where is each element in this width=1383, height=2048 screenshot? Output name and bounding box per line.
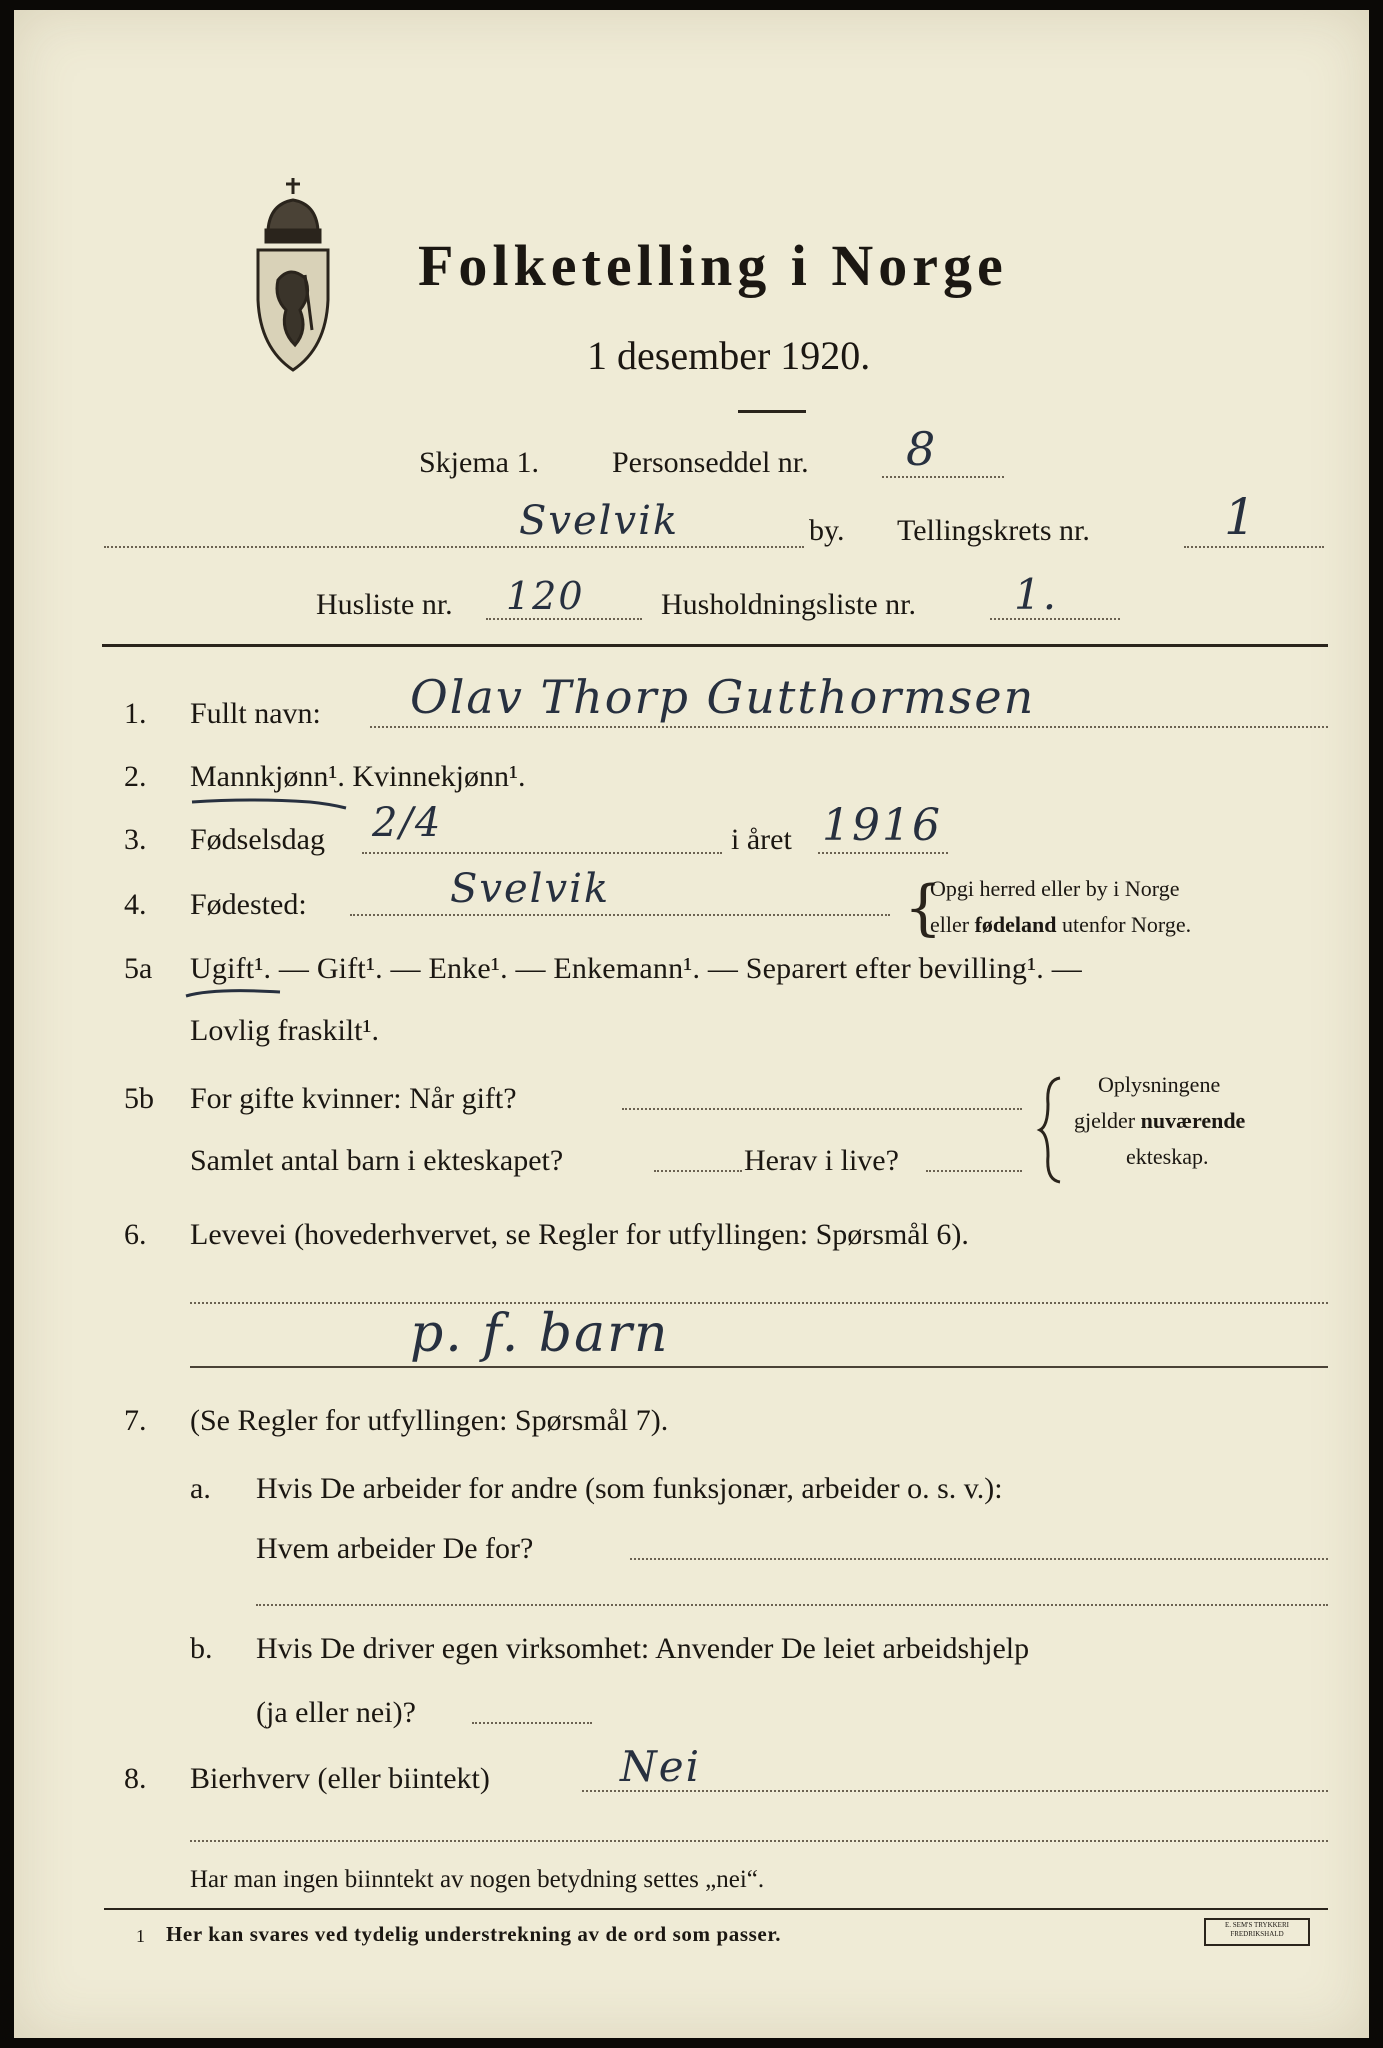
q3-label: Fødselsdag <box>190 823 325 856</box>
personseddel-line <box>882 476 1004 478</box>
q4-note-line2-post: utenfor Norge. <box>1056 912 1192 937</box>
q5b-note-brace <box>1036 1074 1066 1186</box>
q5b-note-line1: Oplysningene <box>1098 1072 1221 1097</box>
form-title: Folketelling i Norge <box>418 233 1008 298</box>
skjema-label: Skjema 1. <box>419 446 539 479</box>
personseddel-label: Personseddel nr. <box>612 446 809 479</box>
q2-mannkjonn-underline <box>190 796 350 810</box>
q5a-ugift-underline <box>184 986 284 1000</box>
q7b-letter: b. <box>190 1632 213 1665</box>
q6-line2 <box>190 1366 1328 1368</box>
husliste-label: Husliste nr. <box>316 588 453 621</box>
q7a-line1: Hvis De arbeider for andre (som funksjonær, arbeider o. s. v.): <box>256 1472 1003 1505</box>
q5b-married-line <box>622 1108 1022 1110</box>
q5b-note-line2-pre: gjelder <box>1074 1108 1141 1133</box>
q8-label: Bierhverv (eller biintekt) <box>190 1762 490 1795</box>
q5b-children-line <box>654 1170 742 1172</box>
by-line <box>104 546 804 548</box>
q4-note-brace: { <box>904 873 943 943</box>
q5a-number: 5a <box>124 952 153 985</box>
by-label: by. <box>809 514 845 547</box>
q7a-employer-line <box>630 1558 1328 1560</box>
q8-number: 8. <box>124 1762 147 1795</box>
husliste-value[interactable]: 120 <box>506 574 585 618</box>
q7-number: 7. <box>124 1404 147 1437</box>
q5a-line2: Lovlig fraskilt¹. <box>190 1014 379 1047</box>
q4-number: 4. <box>124 888 147 921</box>
husliste-line <box>486 618 642 620</box>
tellingskrets-label: Tellingskrets nr. <box>897 514 1090 547</box>
footnote-number: 1 <box>136 1926 145 1946</box>
section-rule <box>102 644 1328 647</box>
q2-label: Mannkjønn¹. Kvinnekjønn¹. <box>190 760 526 793</box>
q7a-extra-line <box>256 1604 1328 1606</box>
q4-note-line2-pre: eller <box>930 912 975 937</box>
q1-line <box>370 726 1328 728</box>
q4-line <box>350 914 890 916</box>
footer-rule <box>104 1908 1328 1910</box>
by-value[interactable]: Svelvik <box>519 498 680 544</box>
footnote-text: Her kan svares ved tydelig understrekning av de ord som passer. <box>166 1922 782 1946</box>
census-form <box>14 10 1369 2038</box>
q5b-line2-alive: Herav i live? <box>744 1144 899 1177</box>
q6-line1 <box>190 1302 1328 1304</box>
q5b-note-line2-bold: nuværende <box>1140 1108 1246 1133</box>
q4-note-line2-bold: fødeland <box>974 912 1057 937</box>
q1-number: 1. <box>124 697 147 730</box>
husholdning-label: Husholdningsliste nr. <box>661 588 917 621</box>
q5b-note-line3: ekteskap. <box>1126 1144 1209 1169</box>
q7a-letter: a. <box>190 1472 211 1505</box>
q6-number: 6. <box>124 1218 147 1251</box>
tellingskrets-line <box>1184 546 1324 548</box>
q7b-answer-line <box>472 1722 592 1724</box>
coat-of-arms-emblem <box>250 170 336 382</box>
q7a-line2: Hvem arbeider De for? <box>256 1532 534 1565</box>
form-date: 1 desember 1920. <box>587 333 871 378</box>
q3-number: 3. <box>124 823 147 856</box>
q1-fullname-value[interactable]: Olav Thorp Gutthormsen <box>410 670 1036 724</box>
q3-year-line <box>818 852 948 854</box>
q5b-alive-line <box>926 1170 1022 1172</box>
printer-stamp: E. SEM'S TRYKKERI FREDRIKSHALD <box>1204 1918 1310 1946</box>
q3-year-value[interactable]: 1916 <box>822 800 942 851</box>
q4-note-line2 <box>930 912 1191 938</box>
q4-birthplace-value[interactable]: Svelvik <box>450 866 611 912</box>
q2-number: 2. <box>124 760 147 793</box>
q5b-note-line2 <box>1074 1108 1245 1134</box>
q5b-line2-children: Samlet antal barn i ekteskapet? <box>190 1144 564 1177</box>
personseddel-value[interactable]: 8 <box>906 422 938 476</box>
q6-occupation-value[interactable]: p. f. barn <box>410 1304 670 1364</box>
q3-day-line <box>362 852 722 854</box>
tellingskrets-value[interactable]: 1 <box>1224 488 1258 546</box>
q7-label: (Se Regler for utfyllingen: Spørsmål 7). <box>190 1404 669 1437</box>
q8-extra-line <box>190 1840 1328 1842</box>
husholdning-value[interactable]: 1. <box>1014 570 1059 619</box>
q4-label: Fødested: <box>190 888 307 921</box>
q3-year-label: i året <box>731 823 792 856</box>
q5b-line1: For gifte kvinner: Når gift? <box>190 1082 517 1115</box>
q1-label: Fullt navn: <box>190 697 321 730</box>
q6-label: Levevei (hovederhvervet, se Regler for utfyllingen: Spørsmål 6). <box>190 1218 969 1251</box>
title-rule <box>738 410 806 413</box>
q5b-number: 5b <box>124 1082 154 1115</box>
footer-note: Har man ingen biinntekt av nogen betydning settes „nei“. <box>190 1866 765 1893</box>
q4-note-line1: Opgi herred eller by i Norge <box>930 876 1180 901</box>
q7b-line1: Hvis De driver egen virksomhet: Anvender De leiet arbeidshjelp <box>256 1632 1030 1665</box>
q7b-line2: (ja eller nei)? <box>256 1696 416 1729</box>
q8-bierhverv-value[interactable]: Nei <box>620 1742 702 1791</box>
q5a-line1: Ugift¹. — Gift¹. — Enke¹. — Enkemann¹. — Separert efter bevilling¹. — <box>190 952 1082 985</box>
q3-birthday-value[interactable]: 2/4 <box>372 800 443 846</box>
